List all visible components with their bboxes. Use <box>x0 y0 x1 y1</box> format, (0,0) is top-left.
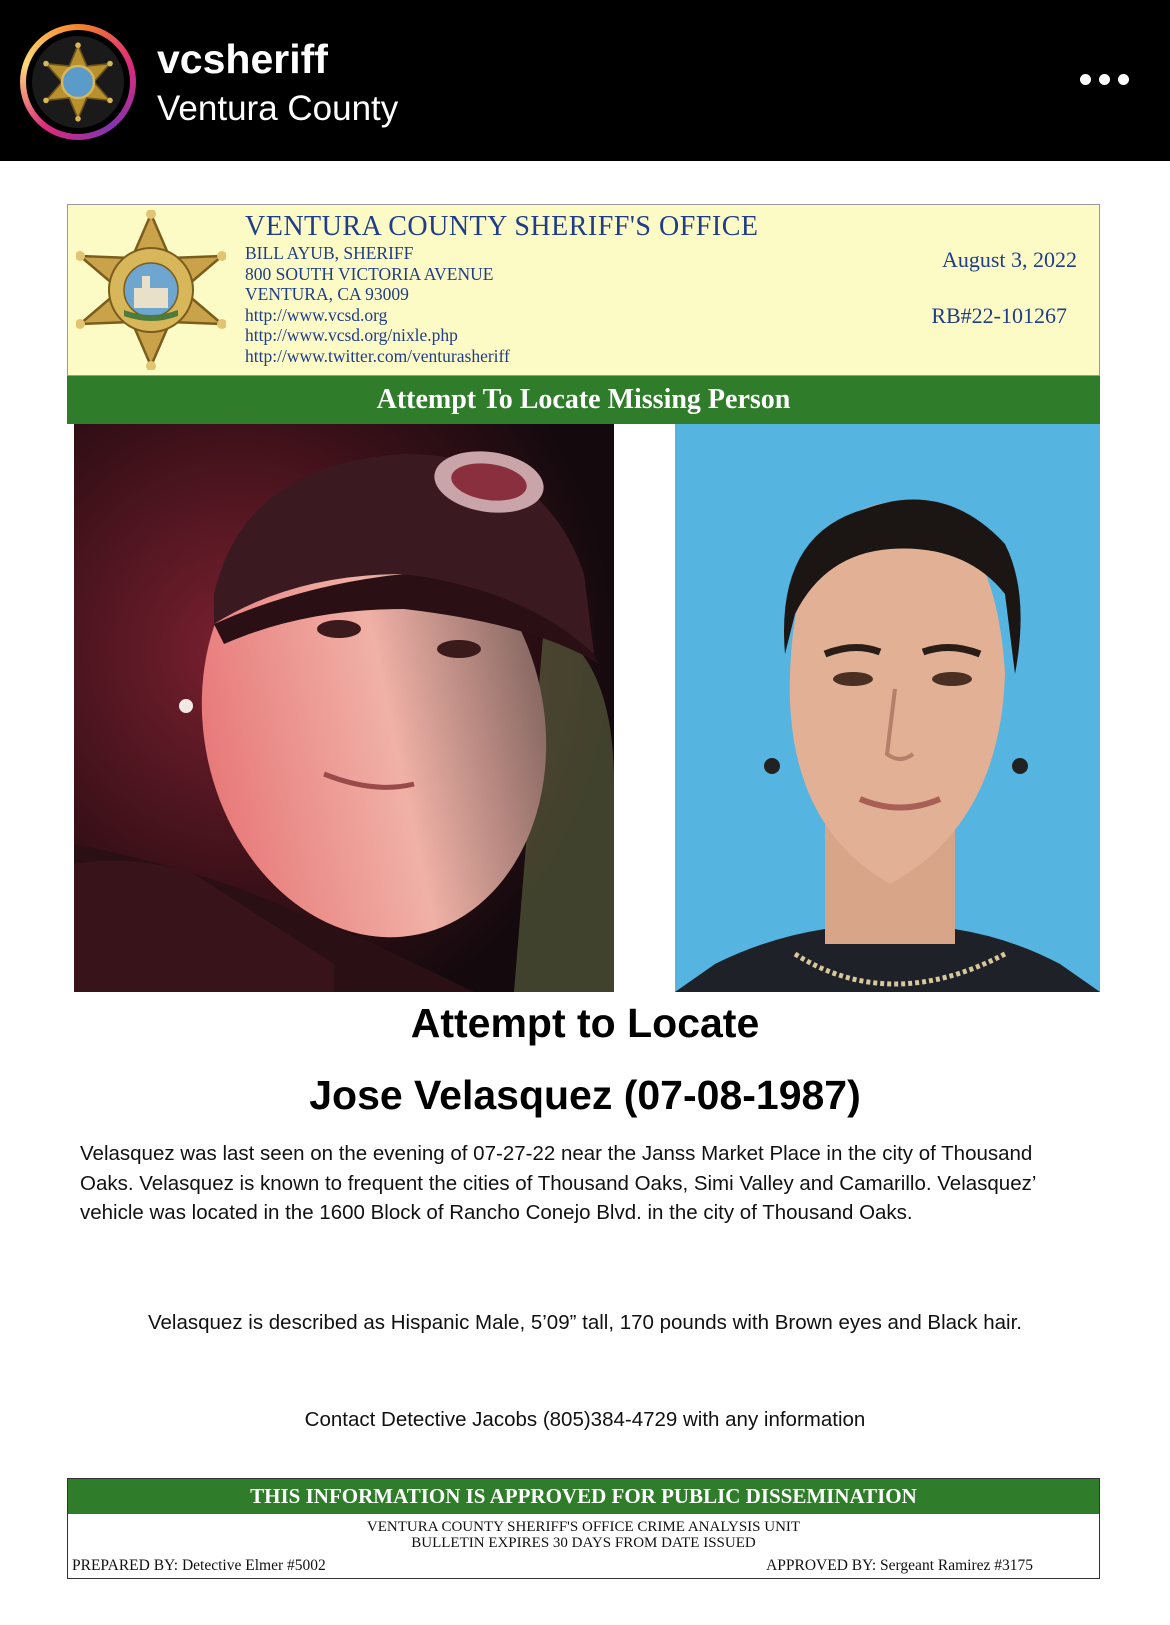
subject-photo-id <box>675 424 1100 992</box>
badge-icon <box>76 210 226 370</box>
bulletin-date: August 3, 2022 <box>941 247 1077 272</box>
last-seen-paragraph: Velasquez was last seen on the evening of 07-27-22 near the Janss Market Place in the city of Thousand Oaks. Velasquez is known to frequent the cities of Thousand Oaks, Simi Valley and Camarillo. Velasquez’ vehicle was located in the 1600 Block of Rancho Conejo Blvd. in the city of Thousand Oaks. <box>80 1142 1036 1224</box>
more-options-icon[interactable] <box>1080 64 1130 94</box>
subject-name: Jose Velasquez (07-08-1987) <box>309 1072 861 1118</box>
location[interactable]: Ventura County <box>157 89 399 128</box>
flyer-header <box>67 204 1100 376</box>
post-header <box>0 0 1170 161</box>
expiry-line: BULLETIN EXPIRES 30 DAYS FROM DATE ISSUED <box>411 1535 756 1551</box>
sheriff-star-icon <box>38 42 118 122</box>
sheriff-name: BILL AYUB, SHERIFF <box>245 243 414 263</box>
page-title: Attempt to Locate <box>410 1000 760 1046</box>
story-ring[interactable] <box>20 24 136 140</box>
report-number: RB#22-101267 <box>931 303 1067 328</box>
address-city: VENTURA, CA 93009 <box>245 284 409 305</box>
office-name: VENTURA COUNTY SHERIFF'S OFFICE <box>245 211 759 242</box>
missing-person-banner: Attempt To Locate Missing Person <box>67 376 1100 424</box>
unit-line: VENTURA COUNTY SHERIFF'S OFFICE CRIME ANALYSIS UNIT <box>366 1519 801 1535</box>
office-address-block <box>245 243 510 367</box>
contact-info: Contact Detective Jacobs (805)384-4729 with any information <box>304 1408 866 1431</box>
dissemination-banner: THIS INFORMATION IS APPROVED FOR PUBLIC DISSEMINATION <box>68 1479 1099 1514</box>
website-link[interactable]: http://www.vcsd.org <box>245 304 388 325</box>
subject-photo-casual <box>74 424 614 992</box>
nixle-link[interactable]: http://www.vcsd.org/nixle.php <box>245 325 458 346</box>
address-street: 800 SOUTH VICTORIA AVENUE <box>245 263 494 284</box>
avatar[interactable] <box>32 36 124 128</box>
approved-by: APPROVED BY: Sergeant Ramirez #3175 <box>766 1557 1033 1574</box>
physical-description: Velasquez is described as Hispanic Male, 5’09” tall, 170 pounds with Brown eyes and Black hair. <box>147 1311 1022 1334</box>
username[interactable]: vcsheriff <box>157 36 328 82</box>
twitter-link[interactable]: http://www.twitter.com/venturasheriff <box>245 345 510 366</box>
prepared-by: PREPARED BY: Detective Elmer #5002 <box>72 1557 326 1574</box>
flyer-footer <box>67 1478 1100 1579</box>
